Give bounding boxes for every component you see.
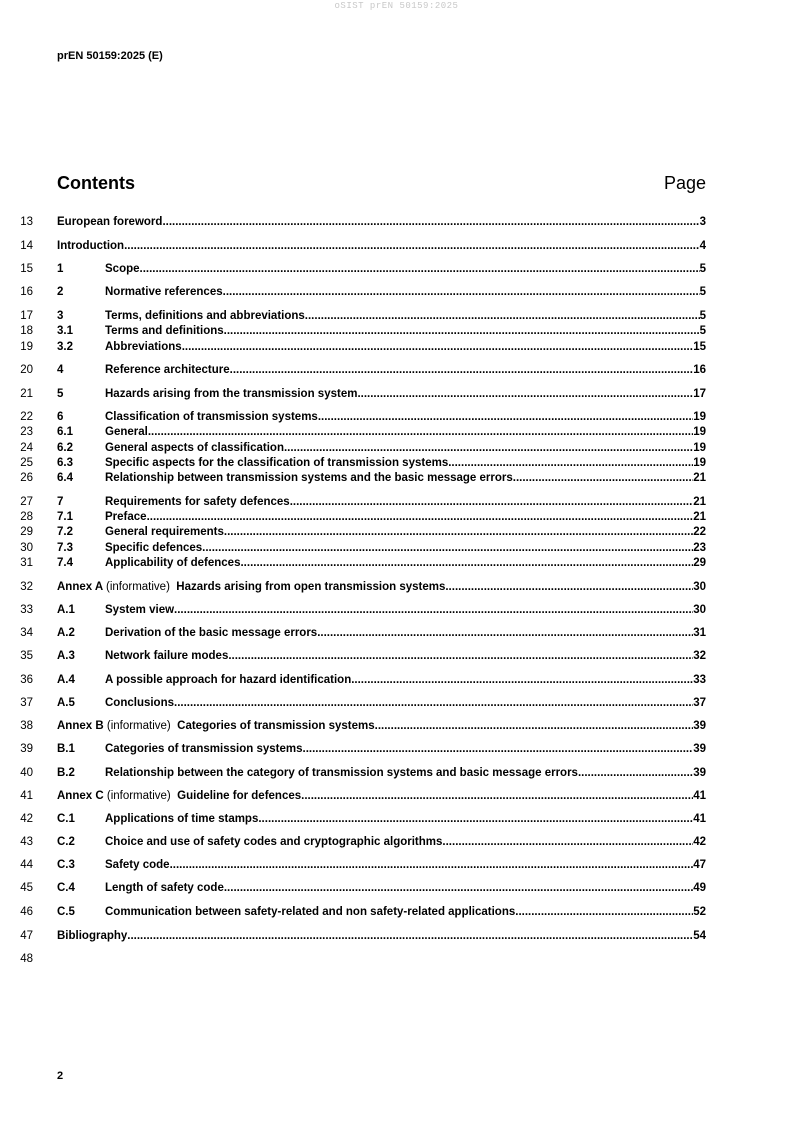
toc-title: Introduction xyxy=(57,240,125,252)
toc-entry[interactable] xyxy=(0,556,793,570)
toc-entry-text[interactable] xyxy=(57,363,706,377)
toc-title: Terms and definitions xyxy=(105,325,224,337)
toc-entry-text[interactable] xyxy=(57,495,706,509)
section-number: 7.2 xyxy=(57,526,73,538)
dot-leader xyxy=(290,495,694,509)
toc-entry-text[interactable] xyxy=(57,340,706,354)
toc-title: Classification of transmission systems xyxy=(105,411,318,423)
page-number: 41 xyxy=(693,790,706,802)
toc-entry[interactable] xyxy=(0,525,793,539)
page-number: 32 xyxy=(693,650,706,662)
page-number: 5 xyxy=(699,325,706,337)
toc-title: System view xyxy=(105,604,175,616)
toc-title: Preface xyxy=(105,511,147,523)
line-number: 19 xyxy=(20,341,33,353)
toc-entry[interactable] xyxy=(0,649,793,663)
document-id: prEN 50159:2025 (E) xyxy=(57,50,163,62)
toc-entry-text[interactable] xyxy=(57,766,706,780)
section-number: A.4 xyxy=(57,674,75,686)
line-number: 22 xyxy=(20,411,33,423)
dot-leader xyxy=(224,525,693,539)
page-number: 47 xyxy=(693,859,706,871)
toc-entry-text[interactable] xyxy=(57,262,706,276)
toc-entry[interactable] xyxy=(0,858,793,872)
dot-leader xyxy=(445,580,693,594)
line-number: 40 xyxy=(20,767,33,779)
toc-entry[interactable] xyxy=(0,456,793,470)
line-number: 37 xyxy=(20,697,33,709)
page-number: 5 xyxy=(699,263,706,275)
dot-leader xyxy=(147,510,694,524)
line-number: 39 xyxy=(20,743,33,755)
toc-entry-text[interactable] xyxy=(57,239,706,253)
page-number: 29 xyxy=(693,557,706,569)
toc-title: Derivation of the basic message errors xyxy=(105,627,318,639)
annex-label: Annex A xyxy=(57,581,103,593)
dot-leader xyxy=(182,340,694,354)
toc-entry[interactable] xyxy=(0,495,793,509)
dot-leader xyxy=(578,766,693,780)
toc-entry[interactable] xyxy=(0,215,793,229)
toc-title: Scope xyxy=(105,263,140,275)
line-number: 21 xyxy=(20,388,33,400)
toc-entry[interactable] xyxy=(0,262,793,276)
toc-entry-text[interactable] xyxy=(57,441,706,455)
toc-title: General requirements xyxy=(105,526,224,538)
toc-entry-text[interactable] xyxy=(57,835,706,849)
toc-title: Length of safety code xyxy=(105,882,224,894)
toc-entry-text[interactable] xyxy=(57,742,706,756)
line-number: 24 xyxy=(20,442,33,454)
toc-entry[interactable] xyxy=(0,766,793,780)
page-column-heading: Page xyxy=(663,173,706,193)
toc-entry[interactable] xyxy=(0,905,793,919)
page-number: 42 xyxy=(693,836,706,848)
line-number: 29 xyxy=(20,526,33,538)
toc-title: Reference architecture xyxy=(105,364,230,376)
page-number: 21 xyxy=(693,472,706,484)
section-number: 7.4 xyxy=(57,557,73,569)
page-number: 5 xyxy=(699,310,706,322)
line-number: 44 xyxy=(20,859,33,871)
line-number: 14 xyxy=(20,240,33,252)
section-number: 1 xyxy=(57,263,64,275)
dot-leader xyxy=(515,905,693,919)
section-number: 7.1 xyxy=(57,511,73,523)
toc-entry[interactable] xyxy=(0,285,793,299)
section-number: 3 xyxy=(57,310,64,322)
page-number: 21 xyxy=(693,511,706,523)
dot-leader xyxy=(357,387,693,401)
toc-entry-text[interactable] xyxy=(57,324,706,338)
page-number: 19 xyxy=(693,442,706,454)
toc-title: Bibliography xyxy=(57,930,128,942)
line-number: 18 xyxy=(20,325,33,337)
dot-leader xyxy=(148,425,693,439)
page-number: 37 xyxy=(693,697,706,709)
section-number: B.2 xyxy=(57,767,75,779)
toc-title: Requirements for safety defences xyxy=(105,496,290,508)
toc-entry-text[interactable] xyxy=(57,556,706,570)
section-number: 3.2 xyxy=(57,341,73,353)
toc-entry[interactable] xyxy=(0,881,793,895)
toc-title: Conclusions xyxy=(105,697,175,709)
contents-heading: Contents xyxy=(57,173,135,193)
line-number: 43 xyxy=(20,836,33,848)
toc-entry[interactable] xyxy=(0,309,793,323)
page-number: 39 xyxy=(693,767,706,779)
toc-entry-text[interactable] xyxy=(57,696,706,710)
line-number: 26 xyxy=(20,472,33,484)
line-number: 27 xyxy=(20,496,33,508)
page-number: 19 xyxy=(693,457,706,469)
toc-entry-text[interactable] xyxy=(57,812,706,826)
line-number: 47 xyxy=(20,930,33,942)
dot-leader xyxy=(140,262,700,276)
toc-entry-text[interactable] xyxy=(57,881,706,895)
line-number: 20 xyxy=(20,364,33,376)
section-number: 2 xyxy=(57,286,64,298)
page-number: 33 xyxy=(693,674,706,686)
toc-entry-text[interactable] xyxy=(57,673,706,687)
toc-entry-text[interactable] xyxy=(57,525,706,539)
section-number: 6 xyxy=(57,411,64,423)
toc-entry[interactable] xyxy=(0,471,793,485)
toc-entry-text[interactable] xyxy=(57,510,706,524)
page-number: 39 xyxy=(693,720,706,732)
line-number: 32 xyxy=(20,581,33,593)
annex-label: Annex C xyxy=(57,790,104,802)
toc-title: Applicability of defences xyxy=(105,557,241,569)
empty-line xyxy=(0,952,793,966)
dot-leader xyxy=(224,324,700,338)
section-number: C.4 xyxy=(57,882,75,894)
section-number: 6.3 xyxy=(57,457,73,469)
dot-leader xyxy=(223,285,700,299)
section-number: 5 xyxy=(57,388,64,400)
line-number: 17 xyxy=(20,310,33,322)
toc-entry[interactable] xyxy=(0,441,793,455)
line-number: 41 xyxy=(20,790,33,802)
page-number: 22 xyxy=(693,526,706,538)
toc-entry-text[interactable] xyxy=(57,719,706,733)
annex-informative-label: (informative) xyxy=(106,720,171,732)
dot-leader xyxy=(170,858,694,872)
page-number: 19 xyxy=(693,426,706,438)
line-number: 23 xyxy=(20,426,33,438)
toc-entry[interactable] xyxy=(0,673,793,687)
toc-entry[interactable] xyxy=(0,742,793,756)
section-number: A.3 xyxy=(57,650,75,662)
toc-entry[interactable] xyxy=(0,425,793,439)
toc-entry[interactable] xyxy=(0,410,793,424)
toc-title: Specific defences xyxy=(105,542,203,554)
toc-title: Hazards arising from open transmission systems xyxy=(176,581,446,593)
toc-title: General xyxy=(105,426,148,438)
toc-entry-text[interactable] xyxy=(57,285,706,299)
dot-leader xyxy=(351,673,693,687)
page-number: 52 xyxy=(693,906,706,918)
dot-leader xyxy=(258,812,693,826)
toc-entry-text[interactable] xyxy=(57,471,706,485)
line-number: 34 xyxy=(20,627,33,639)
section-number: A.5 xyxy=(57,697,75,709)
page-number: 5 xyxy=(699,286,706,298)
line-number: 30 xyxy=(20,542,33,554)
dot-leader xyxy=(230,363,694,377)
page-number: 54 xyxy=(693,930,706,942)
toc-entry-text[interactable] xyxy=(57,456,706,470)
section-number: B.1 xyxy=(57,743,75,755)
toc-title: Hazards arising from the transmission system xyxy=(105,388,358,400)
line-number: 33 xyxy=(20,604,33,616)
dot-leader xyxy=(303,742,694,756)
toc-entry-text[interactable] xyxy=(57,410,706,424)
toc-entry-text[interactable] xyxy=(57,649,706,663)
line-number: 45 xyxy=(20,882,33,894)
dot-leader xyxy=(202,541,693,555)
section-number: 6.4 xyxy=(57,472,73,484)
toc-entry[interactable] xyxy=(0,363,793,377)
dot-leader xyxy=(124,239,700,253)
toc-entry-text[interactable] xyxy=(57,626,706,640)
page-number: 3 xyxy=(699,216,706,228)
toc-entry-text[interactable] xyxy=(57,905,706,919)
section-number: 7 xyxy=(57,496,64,508)
toc-entry[interactable] xyxy=(0,719,793,733)
toc-entry[interactable] xyxy=(0,835,793,849)
line-number: 42 xyxy=(20,813,33,825)
footer-page-number: 2 xyxy=(57,1070,64,1082)
toc-entry[interactable] xyxy=(0,580,793,594)
toc-entry[interactable] xyxy=(0,324,793,338)
toc-title: Specific aspects for the classification of transmission systems xyxy=(105,457,449,469)
toc-title: Abbreviations xyxy=(105,341,182,353)
page-number: 19 xyxy=(693,411,706,423)
toc-title: Safety code xyxy=(105,859,170,871)
toc-entry[interactable] xyxy=(0,603,793,617)
section-number: 3.1 xyxy=(57,325,73,337)
toc-entry-text[interactable] xyxy=(57,541,706,555)
toc-title: Choice and use of safety codes and cryptographic algorithms xyxy=(105,836,443,848)
toc-title: Relationship between transmission systems and the basic message errors xyxy=(105,472,513,484)
line-number: 31 xyxy=(20,557,33,569)
dot-leader xyxy=(375,719,694,733)
page-number: 30 xyxy=(693,604,706,616)
dot-leader xyxy=(318,410,693,424)
toc-entry[interactable] xyxy=(0,789,793,803)
annex-label: Annex B xyxy=(57,720,104,732)
dot-leader xyxy=(224,881,693,895)
dot-leader xyxy=(174,696,693,710)
section-number: 6.1 xyxy=(57,426,73,438)
toc-entry[interactable] xyxy=(0,626,793,640)
page-number: 23 xyxy=(693,542,706,554)
toc-entry-text[interactable] xyxy=(57,603,706,617)
dot-leader xyxy=(284,441,693,455)
section-number: C.2 xyxy=(57,836,75,848)
line-number: 35 xyxy=(20,650,33,662)
dot-leader xyxy=(305,309,700,323)
dot-leader xyxy=(127,929,693,943)
toc-entry[interactable] xyxy=(0,239,793,253)
toc-title: General aspects of classification xyxy=(105,442,284,454)
toc-entry-text[interactable] xyxy=(57,215,706,229)
dot-leader xyxy=(228,649,693,663)
toc-title: Communication between safety-related and non safety-related applications xyxy=(105,906,516,918)
toc-entry-text[interactable] xyxy=(57,387,706,401)
toc-title: European foreword xyxy=(57,216,163,228)
line-number: 38 xyxy=(20,720,33,732)
annex-informative-label: (informative) xyxy=(106,790,171,802)
section-number: A.2 xyxy=(57,627,75,639)
toc-title: Relationship between the category of transmission systems and basic message errors xyxy=(105,767,578,779)
section-number: A.1 xyxy=(57,604,75,616)
toc-entry[interactable] xyxy=(0,812,793,826)
toc-title: A possible approach for hazard identification xyxy=(105,674,352,686)
toc-title: Terms, definitions and abbreviations xyxy=(105,310,305,322)
toc-title: Network failure modes xyxy=(105,650,229,662)
toc-title: Applications of time stamps xyxy=(105,813,259,825)
page-number: 16 xyxy=(693,364,706,376)
line-number: 28 xyxy=(20,511,33,523)
page-number: 49 xyxy=(693,882,706,894)
toc-entry[interactable] xyxy=(0,541,793,555)
toc-entry[interactable] xyxy=(0,696,793,710)
toc-entry[interactable] xyxy=(0,929,793,943)
dot-leader xyxy=(240,556,693,570)
watermark-text: oSIST prEN 50159:2025 xyxy=(334,1,459,11)
line-number: 13 xyxy=(20,216,33,228)
dot-leader xyxy=(513,471,693,485)
dot-leader xyxy=(442,835,693,849)
toc-entry-text[interactable] xyxy=(57,425,706,439)
toc-entry[interactable] xyxy=(0,510,793,524)
toc-entry-text[interactable] xyxy=(57,789,706,803)
toc-title: Guideline for defences xyxy=(177,790,302,802)
page-number: 31 xyxy=(693,627,706,639)
section-number: 6.2 xyxy=(57,442,73,454)
toc-entry[interactable] xyxy=(0,387,793,401)
page-number: 30 xyxy=(693,581,706,593)
toc-title: Categories of transmission systems xyxy=(105,743,303,755)
toc-entry-text[interactable] xyxy=(57,929,706,943)
toc-entry-text[interactable] xyxy=(57,858,706,872)
section-number: C.3 xyxy=(57,859,75,871)
dot-leader xyxy=(174,603,693,617)
annex-informative-label: (informative) xyxy=(106,581,170,593)
section-number: C.5 xyxy=(57,906,75,918)
line-number: 46 xyxy=(20,906,33,918)
page-number: 21 xyxy=(693,496,706,508)
page-number: 4 xyxy=(699,240,706,252)
toc-title: Categories of transmission systems xyxy=(177,720,375,732)
page-number: 15 xyxy=(693,341,706,353)
section-number: C.1 xyxy=(57,813,75,825)
dot-leader xyxy=(448,456,693,470)
page-number: 41 xyxy=(693,813,706,825)
toc-entry[interactable] xyxy=(0,340,793,354)
section-number: 4 xyxy=(57,364,64,376)
toc-entry-text[interactable] xyxy=(57,580,706,594)
page-number: 39 xyxy=(693,743,706,755)
line-number: 48 xyxy=(20,953,33,965)
section-number: 7.3 xyxy=(57,542,73,554)
line-number: 16 xyxy=(20,286,33,298)
line-number: 15 xyxy=(20,263,33,275)
dot-leader xyxy=(301,789,693,803)
line-number: 36 xyxy=(20,674,33,686)
dot-leader xyxy=(162,215,699,229)
page-number: 17 xyxy=(693,388,706,400)
line-number: 25 xyxy=(20,457,33,469)
toc-title: Normative references xyxy=(105,286,223,298)
toc-entry-text[interactable] xyxy=(57,309,706,323)
dot-leader xyxy=(317,626,693,640)
